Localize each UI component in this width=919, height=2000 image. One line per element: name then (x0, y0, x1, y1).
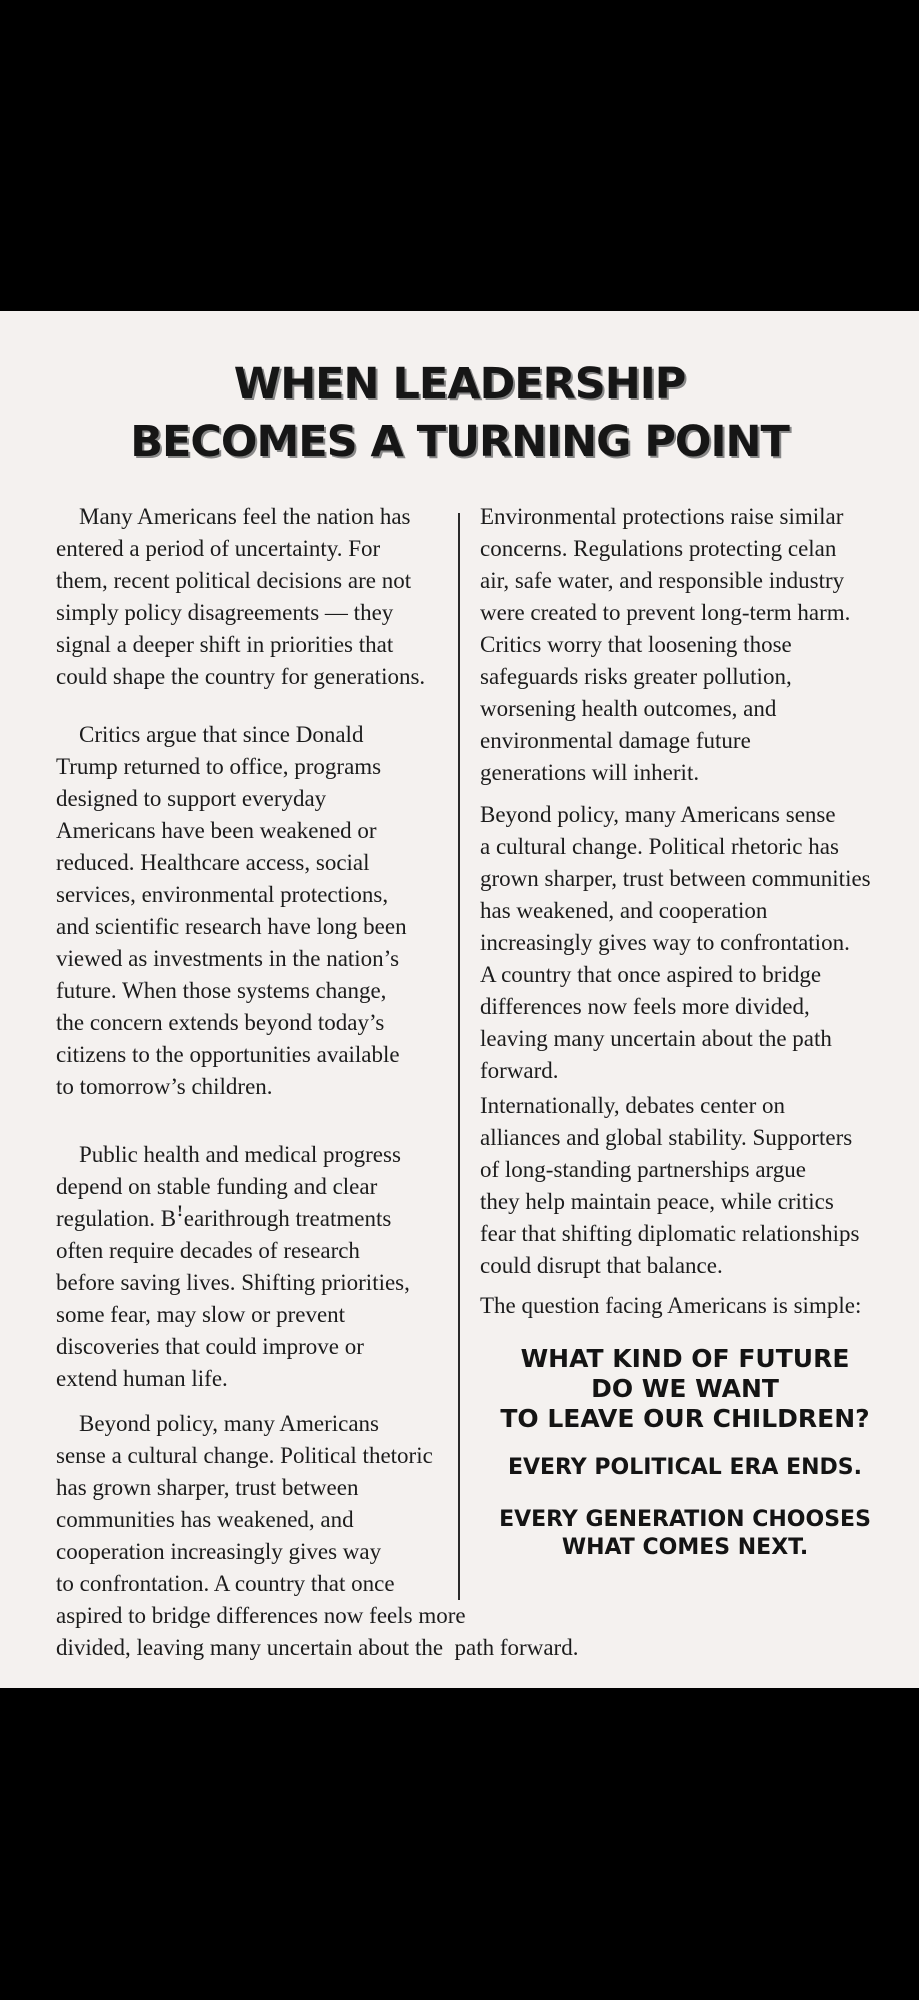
right-paragraph-4: The question facing Americans is simple: (480, 1293, 862, 1318)
right-paragraph-3: Internationally, debates center on alliances and global stability. Supporters of long-standing partnerships argue they help maintain peace, while critics fear that shifting diplomatic relationships could disrupt that balance. (480, 1093, 860, 1278)
callout-era: EVERY POLITICAL ERA ENDS. (507, 1455, 863, 1480)
callout-generation: EVERY GENERATION CHOOSES WHAT COMES NEXT. (499, 1507, 871, 1560)
article-page (0, 311, 919, 1688)
headline: WHEN LEADERSHIP BECOMES A TURNING POINT (130, 359, 789, 467)
left-paragraph-4: Beyond policy, many Americans sense a cultural change. Political thetoric has grown sharper, trust between communities has weakened, and cooperation increasingly gives way to confrontation. A country that once aspired to bridge differences now feels more divided, leaving many uncertain about the path forward. (56, 1411, 579, 1660)
left-paragraph-2: Critics argue that since Donald Trump returned to office, programs designed to support everyday Americans have been weakened or reduced. Healthcare access, social services, environmental protections, and scientific research have long been viewed as investments in the nation’s future. When those systems change, the concern extends beyond today’s citizens to the opportunities available to tomorrow’s children. (56, 722, 407, 1099)
callout-question: WHAT KIND OF FUTURE DO WE WANT TO LEAVE OUR CHILDREN? (500, 1344, 870, 1433)
left-paragraph-3: Public health and medical progress depend on stable funding and clear regulation. Bꜝearithrough treatments often require decades of research before saving lives. Shifting priorities, some fear, may slow or prevent discoveries that could improve or extend human life. (56, 1142, 410, 1391)
right-paragraph-2: Beyond policy, many Americans sense a cultural change. Political rhetoric has grown sharper, trust between communities has weakened, and cooperation increasingly gives way to confrontation. A country that once aspired to bridge differences now feels more divided, leaving many uncertain about the path forward. (480, 802, 871, 1083)
right-paragraph-1: Environmental protections raise similar concerns. Regulations protecting celan air, safe water, and responsible industry were created to prevent long-term harm. Critics worry that loosening those safeguards risks greater pollution, worsening health outcomes, and environmental damage future generations will inherit. (480, 504, 851, 785)
left-paragraph-1: Many Americans feel the nation has entered a period of uncertainty. For them, recent political decisions are not simply policy disagreements — they signal a deeper shift in priorities that could shape the country for generations. (56, 504, 426, 689)
